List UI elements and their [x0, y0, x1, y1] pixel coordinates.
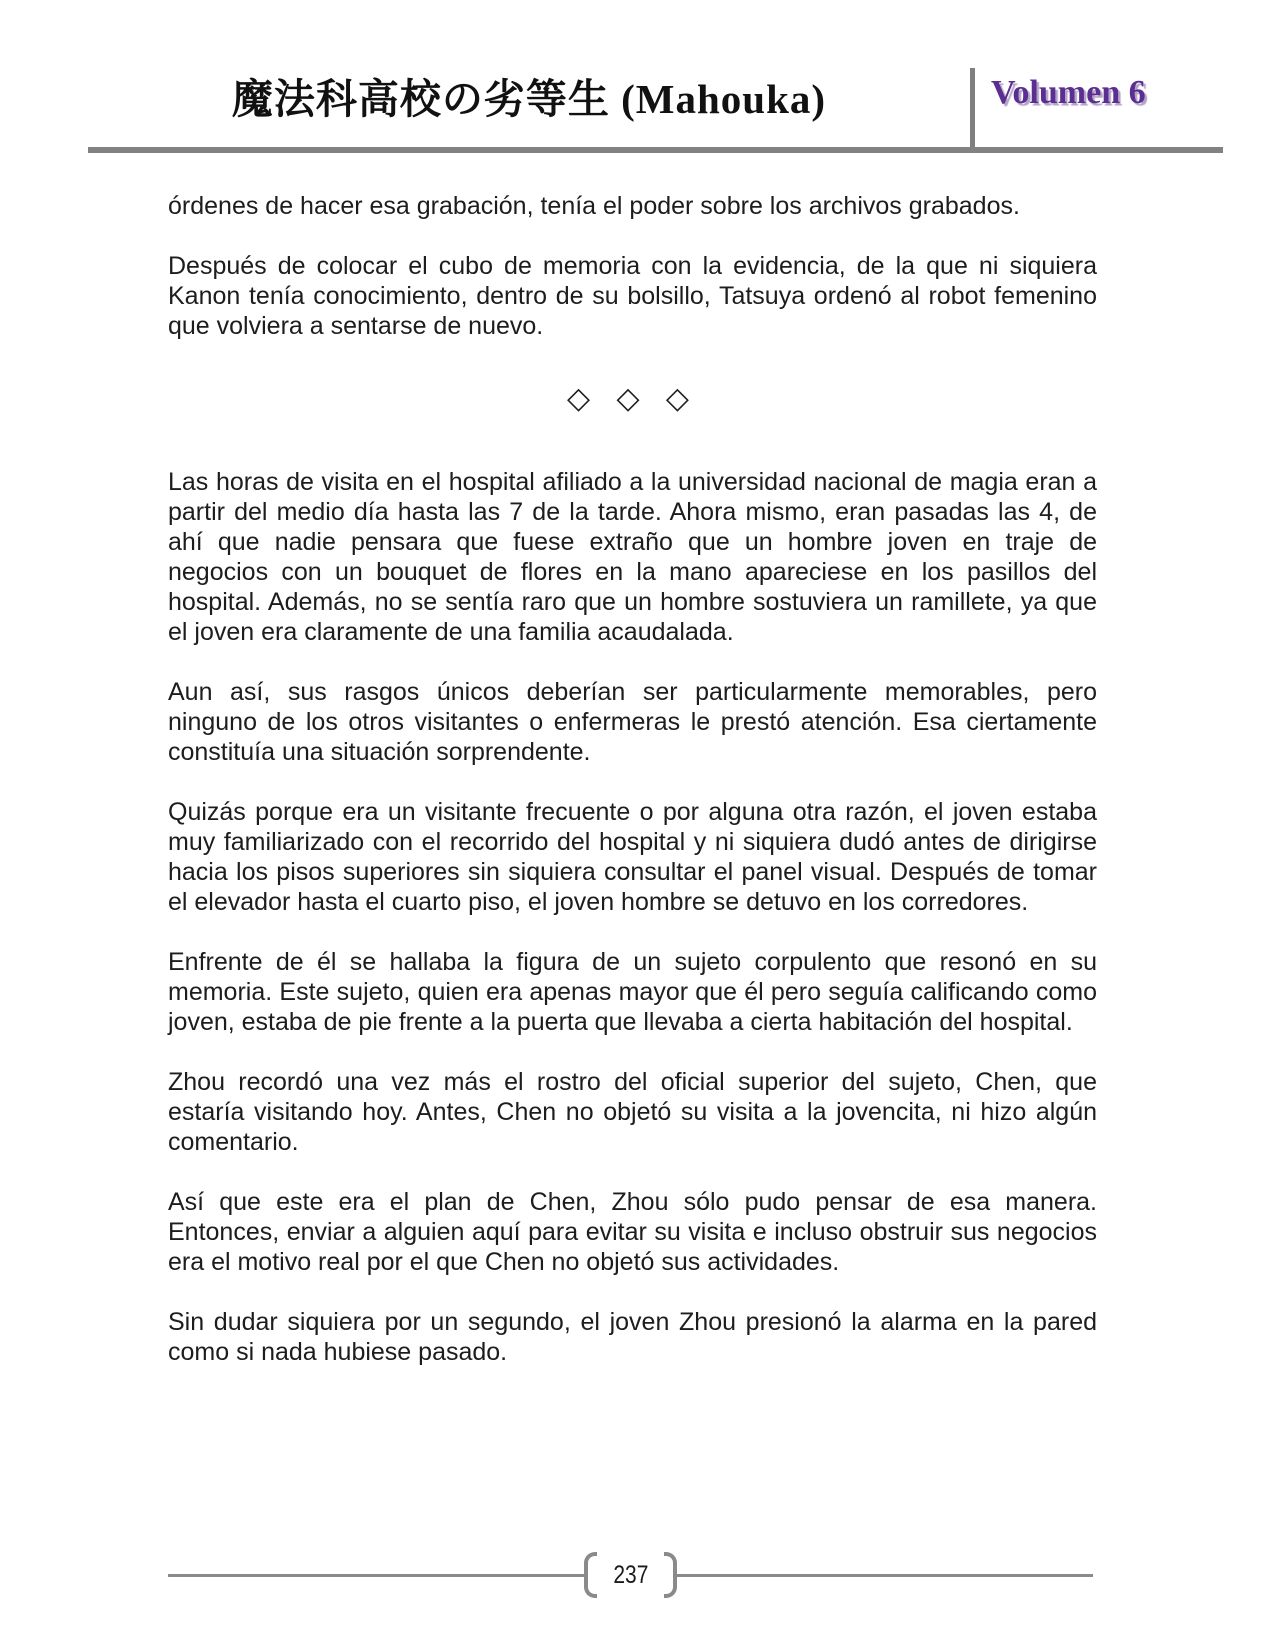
volume-label: Volumen 6: [991, 74, 1146, 111]
body-paragraph: Zhou recordó una vez más el rostro del oficial superior del sujeto, Chen, que estaría visitando hoy. Antes, Chen no objetó su visita a la jovencita, ni hizo algún comentario.: [168, 1068, 1097, 1157]
body-paragraph: órdenes de hacer esa grabación, tenía el poder sobre los archivos grabados.: [168, 192, 1020, 221]
body-paragraph: Sin dudar siquiera por un segundo, el joven Zhou presionó la alarma en la pared como si nada hubiese pasado.: [168, 1308, 1097, 1367]
footer-line-left: [168, 1574, 584, 1577]
body-paragraph: Enfrente de él se hallaba la figura de un sujeto corpulento que resonó en su memoria. Este sujeto, quien era apenas mayor que él pero seguía calificando como joven, estaba de pie frente a la puerta que llevaba a cierta habitación del hospital.: [168, 948, 1097, 1037]
body-paragraph: Las horas de visita en el hospital afiliado a la universidad nacional de magia eran a partir del medio día hasta las 7 de la tarde. Ahora mismo, eran pasadas las 4, de ahí que nadie pensara que fuese extraño que un hombre joven en traje de negocios con un bouquet de flores en la mano apareciese en los pasillos del hospital. Además, no se sentía raro que un hombre sostuviera un ramillete, ya que el joven era claramente de una familia acaudalada.: [168, 468, 1097, 647]
page-body: [168, 191, 1097, 1367]
header-rule: [88, 147, 1223, 153]
body-paragraph: Aun así, sus rasgos únicos deberían ser particularmente memorables, pero ninguno de los otros visitantes o enfermeras le prestó atención. Esa ciertamente constituía una situación sorprendente.: [168, 678, 1097, 767]
footer-bracket-left: [584, 1552, 597, 1598]
page-header: [88, 68, 1223, 147]
body-paragraph: Después de colocar el cubo de memoria con la evidencia, de la que ni siquiera Kanon tenía conocimiento, dentro de su bolsillo, Tatsuya ordenó al robot femenino que volviera a sentarse de nuevo.: [168, 252, 1097, 341]
footer-bracket-right: [664, 1552, 677, 1598]
volume-area: [975, 68, 1223, 147]
footer-line-right: [677, 1574, 1093, 1577]
body-paragraph: Así que este era el plan de Chen, Zhou sólo pudo pensar de esa manera. Entonces, enviar a alguien aquí para evitar su visita e incluso obstruir sus negocios era el motivo real por el que Chen no objetó sus actividades.: [168, 1188, 1097, 1277]
page-footer: [168, 1551, 1093, 1599]
scene-separator: ◇ ◇ ◇: [567, 382, 698, 416]
title-area: [88, 68, 970, 147]
page-number: 237: [612, 1560, 649, 1589]
document-title: 魔法科高校の劣等生 (Mahouka): [231, 76, 827, 122]
body-paragraph: Quizás porque era un visitante frecuente o por alguna otra razón, el joven estaba muy familiarizado con el recorrido del hospital y ni siquiera dudó antes de dirigirse hacia los pisos superiores sin siquiera consultar el panel visual. Después de tomar el elevador hasta el cuarto piso, el joven hombre se detuvo en los corredores.: [168, 798, 1097, 917]
